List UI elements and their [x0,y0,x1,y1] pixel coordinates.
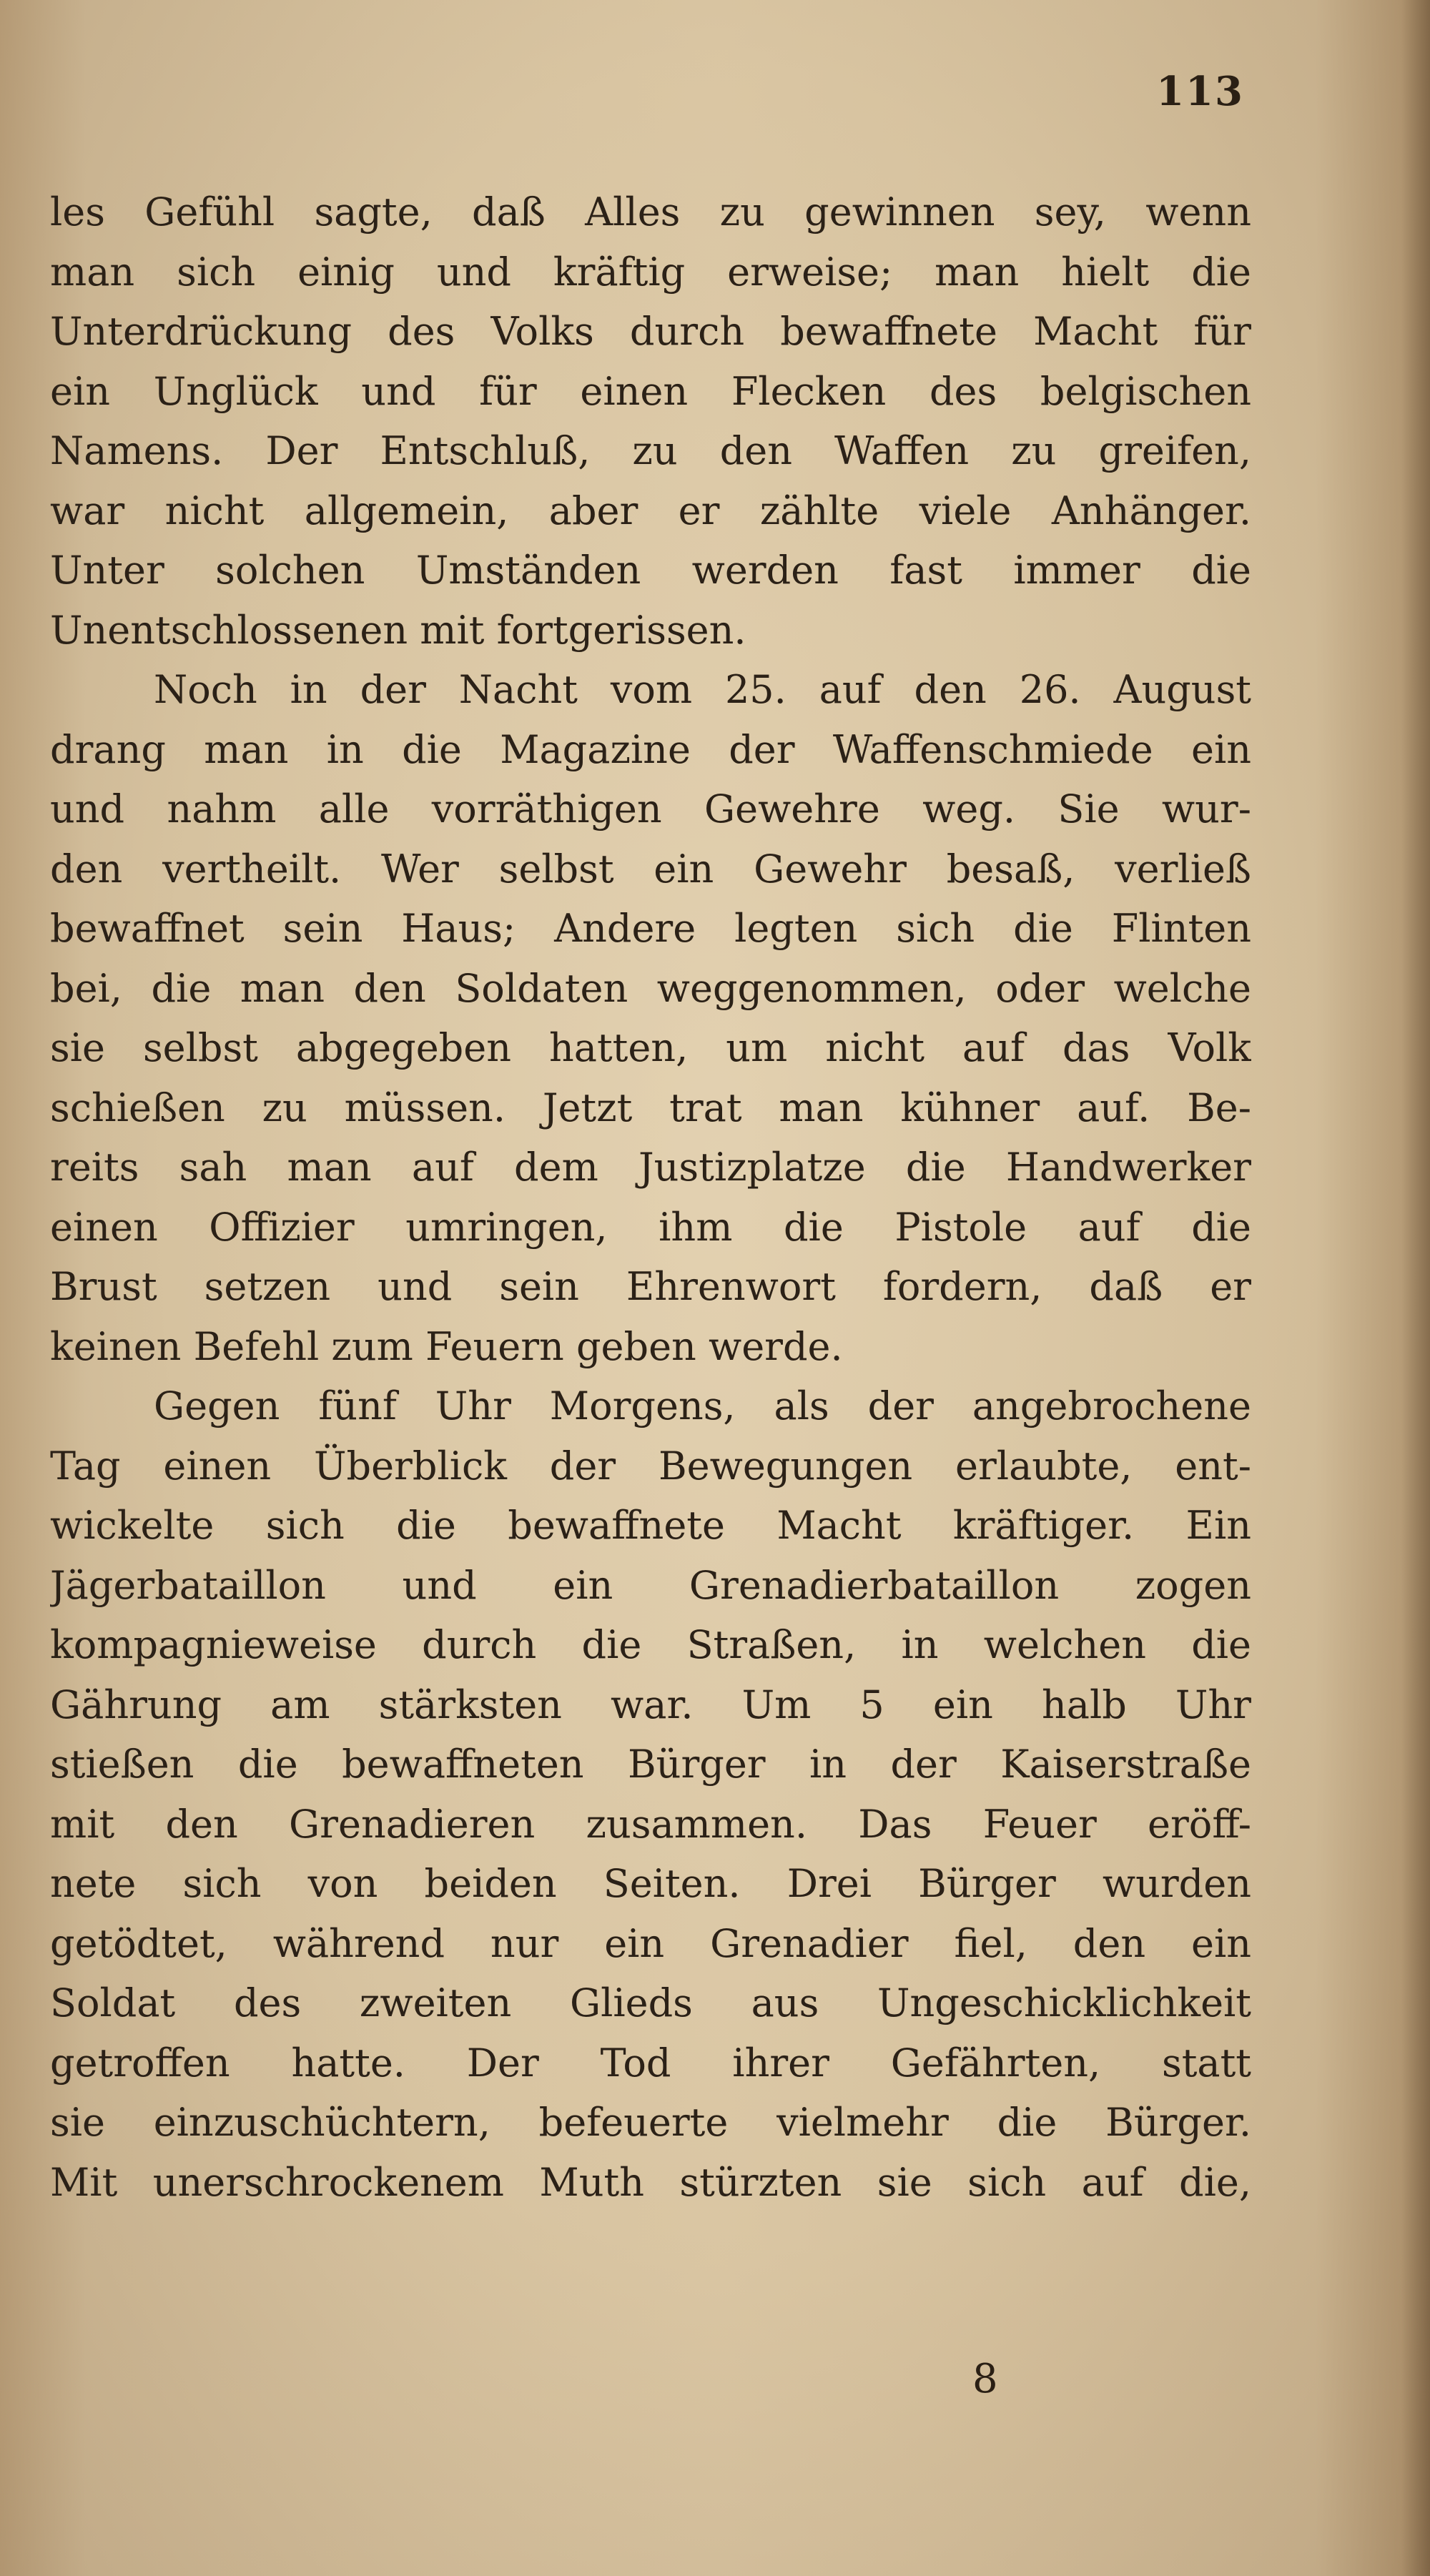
text-line: wickelte sich die bewaffnete Macht kräftiger. Ein [50,1503,1251,1548]
text-line: den vertheilt. Wer selbst ein Gewehr besaß, verließ [50,846,1251,892]
text-line: getödtet, während nur ein Grenadier fiel, den ein [50,1920,1251,1966]
text-line: Tag einen Überblick der Bewegungen erlaubte, ent- [50,1443,1251,1489]
text-line: ein Unglück und für einen Flecken des belgischen [50,368,1251,414]
text-line: Gegen fünf Uhr Morgens, als der angebrochene [154,1383,1251,1428]
text-line: Unterdrückung des Volks durch bewaffnete Macht für [50,309,1251,354]
text-line: Unter solchen Umständen werden fast immer die [50,548,1251,593]
page-edge-shadow [1401,0,1430,2576]
text-line: Gährung am stärksten war. Um 5 ein halb Uhr [50,1682,1251,1727]
text-line: keinen Befehl zum Feuern geben werde. [50,1323,843,1369]
text-line: sie einzuschüchtern, befeuerte vielmehr die Bürger. [50,2100,1251,2145]
text-line: schießen zu müssen. Jetzt trat man kühner auf. Be- [50,1085,1251,1130]
text-line: bei, die man den Soldaten weggenommen, oder welche [50,965,1251,1011]
text-line: stießen die bewaffneten Bürger in der Kaiserstraße [50,1742,1251,1787]
text-line: Namens. Der Entschluß, zu den Waffen zu greifen, [50,428,1251,473]
text-line: kompagnieweise durch die Straßen, in welchen die [50,1622,1251,1667]
text-line: nete sich von beiden Seiten. Drei Bürger wurden [50,1861,1251,1906]
text-line: getroffen hatte. Der Tod ihrer Gefährten, statt [50,2040,1251,2086]
text-line: Unentschlossenen mit fortgerissen. [50,607,746,653]
signature-mark: 8 [972,2356,998,2402]
text-line: drang man in die Magazine der Waffenschmiede ein [50,726,1251,772]
page-number: 113 [1156,68,1244,115]
text-line: Brust setzen und sein Ehrenwort fordern, daß er [50,1264,1251,1309]
text-line: sie selbst abgegeben hatten, um nicht auf das Volk [50,1025,1251,1070]
text-line: bewaffnet sein Haus; Andere legten sich die Flinten [50,906,1251,951]
text-line: Noch in der Nacht vom 25. auf den 26. August [154,667,1251,712]
text-line: mit den Grenadieren zusammen. Das Feuer eröff- [50,1801,1251,1847]
text-line: reits sah man auf dem Justizplatze die Handwerker [50,1145,1251,1190]
text-line: man sich einig und kräftig erweise; man hielt die [50,249,1251,295]
text-line: einen Offizier umringen, ihm die Pistole auf die [50,1204,1251,1250]
body-text [50,182,1251,2212]
text-line: und nahm alle vorräthigen Gewehre weg. Sie wur- [50,786,1251,831]
text-line: Jägerbataillon und ein Grenadierbataillon zogen [50,1562,1251,1608]
text-line: war nicht allgemein, aber er zählte viele Anhänger. [50,488,1251,533]
text-line: les Gefühl sagte, daß Alles zu gewinnen sey, wenn [50,189,1251,235]
text-line: Mit unerschrockenem Muth stürzten sie sich auf die, [50,2159,1251,2205]
text-line: Soldat des zweiten Glieds aus Ungeschicklichkeit [50,1980,1251,2025]
